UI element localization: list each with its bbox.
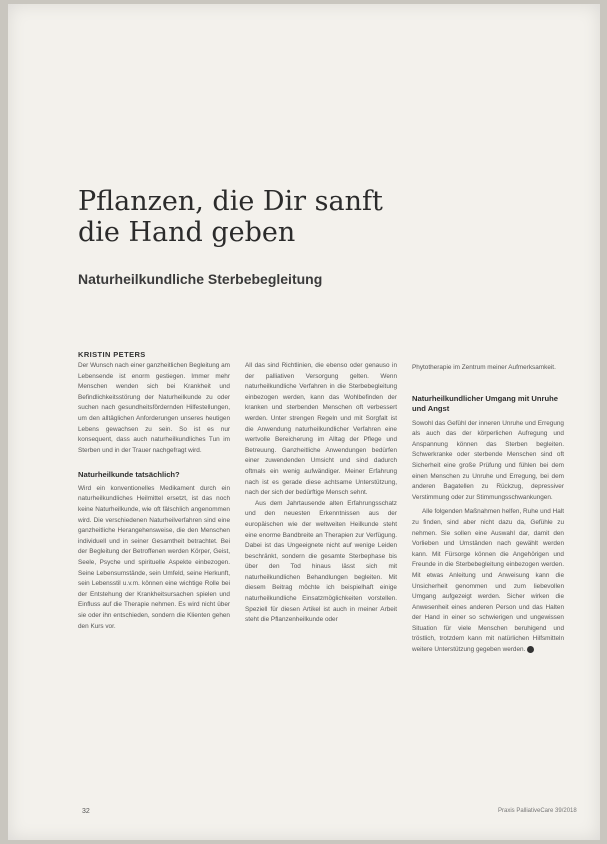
section-heading-unruhe: Naturheilkundlicher Umgang mit Unruhe und Angst [412, 393, 558, 414]
page [8, 4, 600, 840]
column-2 [245, 361, 397, 626]
body-paragraph: Aus dem Jahrtausende alten Erfahrungsschatz und den neuesten Erkenntnissen aus der europäischen wie der weltweiten Heilkunde steht eine enorme Bandbreite an Therapien zur Verfügung. Dabei ist das Ungeeignete nicht auf wenige Leiden beschränkt, sondern die gesamte Sterbephase bis über den Tod hinaus lässt sich mit naturheilkundlichen Behandlungen begleiten. Mit diesem Beitrag möchte ich beispielhaft einige naturheilkundliche Einsatzmöglichkeiten vorstellen. Speziell für diesen Artikel ist auch in meiner Arbeit steht die Pflanzenheilkunde oder [245, 499, 397, 624]
page-number: 32 [82, 808, 90, 815]
page-subtitle: Naturheilkundliche Sterbebegleitung [78, 271, 323, 287]
title-line-1: Pflanzen, die Dir sanft [78, 186, 383, 217]
body-paragraph [412, 507, 564, 655]
author: KRISTIN PETERS [78, 350, 146, 359]
column-3 [412, 363, 564, 656]
body-paragraph: Phytotherapie im Zentrum meiner Aufmerksamkeit. [412, 364, 556, 371]
column-1 [78, 361, 230, 632]
title-line-2: die Hand geben [78, 217, 296, 248]
publication-info: Praxis PalliativeCare 39/2018 [498, 808, 577, 814]
section-heading-naturheilkunde: Naturheilkunde tatsächlich? [78, 470, 180, 480]
end-mark-icon [527, 646, 534, 653]
body-text: Alle folgenden Maßnahmen helfen, Ruhe und Halt zu finden, sind aber nicht dazu da, Gefühle zu nehmen. Sie sollen eine Auswahl dar, damit den Vorlieben und Umständen nach gewählt werden kann. Mit Fürsorge können die Angehörigen und Freunde in die Sterbebegleitung einbezogen werden. Mit etwas Anleitung und Anweisung kann die Unsicherheit genommen und zum liebevollen Umgang aufgezeigt werden. Sicher wirken die Anwesenheit eines anderen Person und das Halten der Hand in einer so schwierigen und ungewissen Situation für viele Menschen beruhigend und tröstlich, trotzdem kann mit natürlichen Hilfsmitteln weitere Unterstützung gegeben werden. [412, 508, 564, 654]
body-paragraph: Wird ein konventionelles Medikament durch ein naturheilkundliches Heilmittel ersetzt, ist das noch keine Naturheilkunde, wie oft fälschlich angenommen wird. Die verschiedenen Naturheilverfahren sind eine ganzheitliche Herangehensweise, die den Menschen individuell und in seiner Gesamtheit betrachtet. Bei der Begleitung der Betroffenen werden Körper, Geist, Seele, Psyche und spirituelle Aspekte einbezogen. Seine Lebensumstände, sein Umfeld, seine Herkunft, sein Lebensstil u.v.m. können eine wichtige Rolle bei der Entstehung der Krankheitsursachen spielen und Einfluss auf die Therapie nehmen. Es wird nicht über sie oder ihn entschieden, sondern die Klienten gehen den Kurs vor. [78, 484, 230, 630]
page-title [78, 186, 518, 248]
body-paragraph: Sowohl das Gefühl der inneren Unruhe und Erregung als auch das der körperlichen Aufregung und Anspannung können das Sterben begleiten. Schwerkranke oder sterbende Menschen sind oft Sicherheit eine große Prüfung und fühlen bei dem einen Menschen zu Unruhe und Erregung, bei dem anderen Bagatellen zu Rückzug, depressiver Verstimmung oder zur Stimmungsschwankungen. [412, 419, 564, 501]
body-paragraph: All das sind Richtlinien, die ebenso oder genauso in der palliativen Versorgung gelten. Wenn naturheilkundliche Verfahren in die Sterbebegleitung einbezogen werden, kann das Wohlbefinden der kranken und sterbenden Menschen oft verbessert werden. Unter strengen Regeln und mit Sorgfalt ist die Anwendung naturheilkundlicher Verfahren eine wertvolle Bereicherung im Alltag der Pflege und Betreuung. Ganzheitliche Anwendungen bedürfen einer zuwendenden Umsicht und sind dadurch oftmals ein wenig aufwändiger. Meiner Erfahrung nach ist es gerade diese achtsame Unterstützung, nach der sich der bedürftige Mensch sehnt. [245, 362, 397, 497]
intro-paragraph: Der Wunsch nach einer ganzheitlichen Begleitung am Lebensende ist enorm gestiegen. Immer mehr Menschen wenden sich bei Krankheit und Befindlichkeitsstörung der Naturheilkunde zu oder suchen nach gesundheitsfördernden Hilfestellungen, um den alltäglichen Anforderungen unseres heutigen Lebens gewachsen zu sein. So ist es nur konsequent, dass auch naturheilkundliches Tun im Sterben und in der Trauer nachgefragt wird. [78, 362, 230, 454]
